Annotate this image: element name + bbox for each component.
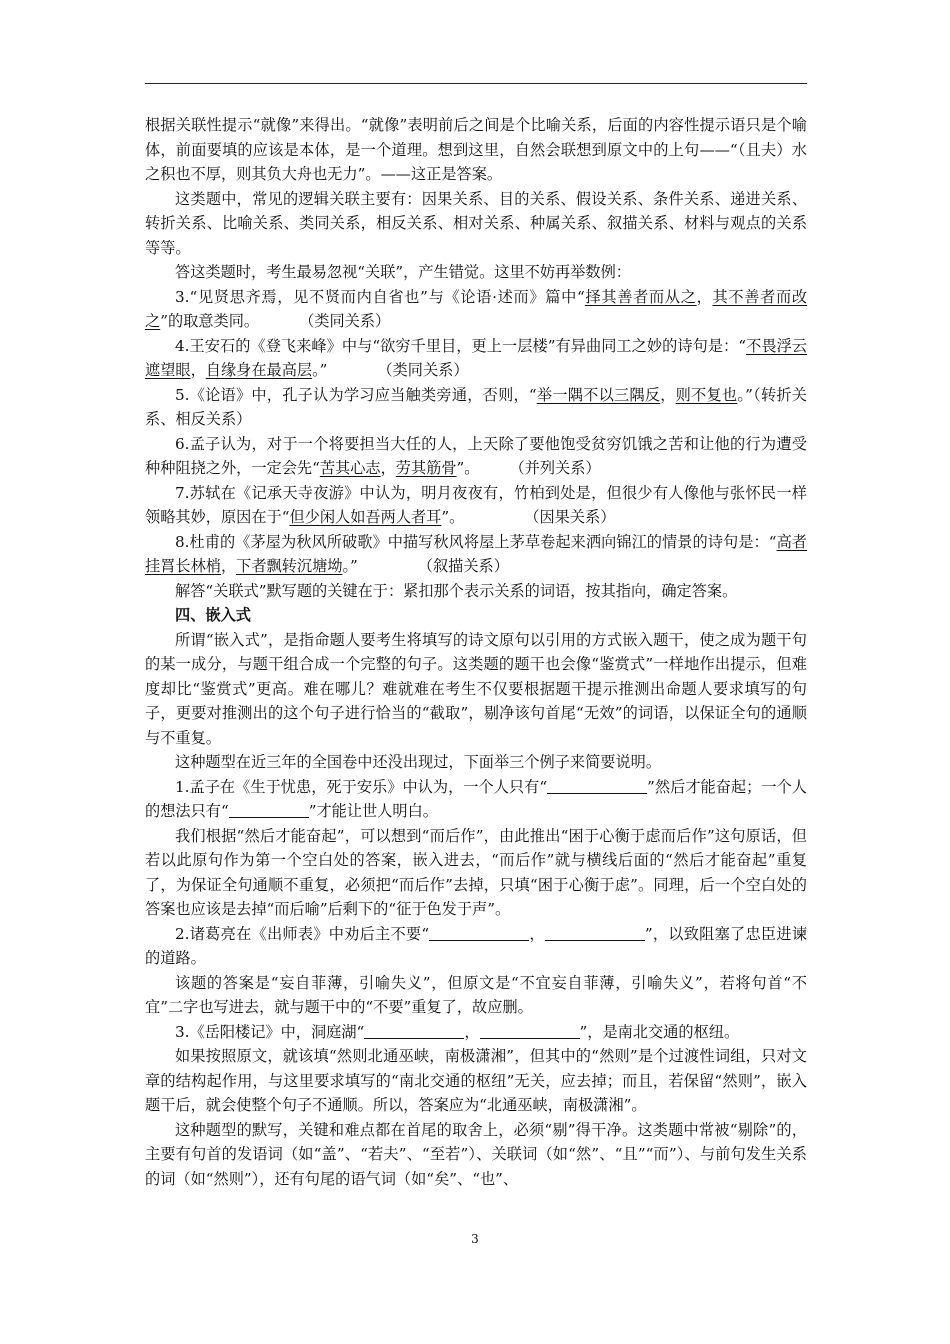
paragraph: [145, 824, 807, 922]
text-run: 这种题型在近三年的全国卷中还没出现过，下面举三个例子来简要说明。: [175, 753, 661, 771]
paragraph: [145, 775, 807, 824]
paragraph: [145, 1020, 807, 1045]
paragraph: [145, 971, 807, 1020]
text-run: 2.诸葛亮在《出师表》中劝后主不要“: [175, 924, 430, 943]
paragraph: [145, 481, 807, 530]
text-run: 答这类题时，考生最易忽视“关联”，产生错觉。这里不妨再举数例：: [175, 263, 631, 281]
underlined-answer: 劳其筋骨: [395, 459, 457, 477]
text-run: 1.孟子在《生于忧患，死于安乐》中认为，一个人只有“: [175, 777, 548, 796]
paragraph: [145, 1118, 807, 1192]
paragraph: [145, 285, 807, 334]
text-run: ”的取意类同。: [160, 312, 260, 330]
paragraph: [145, 383, 807, 432]
text-run: （类同关系）: [377, 361, 469, 379]
text-run: 这种题型的默写，关键和难点都在首尾的取舍上，必须“剔”得干净。这类题中常被“剔除”的，主要有句首的发语词（如“盖”、“若夫”、“至若”）、关联词（如“然”、“且”“而”）、与前句发生关系的词（如“然则”），还有句尾的语气词（如“矣”、“也”、: [145, 1120, 807, 1188]
text-run: 解答“关联式”默写题的关键在于：紧扣那个表示关系的词语，按其指向，确定答案。: [175, 581, 738, 600]
text-run: 该题的答案是“妄自菲薄，引喻失义”，但原文是“不宜妄自菲薄，引喻失义”，若将句首“不宜”二字也写进去，就与题干中的“不要”重复了，故应删。: [145, 973, 807, 1016]
text-run: ，: [529, 924, 545, 943]
underlined-answer: 但少闲人如吾两人者耳: [289, 508, 442, 526]
text-run: ”才能让世人明白。: [308, 802, 438, 820]
underlined-answer: 自缘身在最高层: [205, 361, 313, 379]
text-run: 如果按照原文，就该填“然则北通巫峡，南极潇湘”，但其中的“然则”是个过渡性词组，只对文章的结构起作用，与这里要求填写的“南北交通的枢纽”无关，应去掉；而且，若保留“然则”，嵌入题干后，就会使整个句子不通顺。所以，答案应为“北通巫峡，南极潇湘”。: [145, 1047, 807, 1114]
fill-blank: [364, 1023, 464, 1039]
text-run: 四、嵌入式: [175, 606, 251, 624]
text-run: 7.苏轼在《记承天寺夜游》中认为，明月夜夜有，竹柏到处是，但很少有人像他与张怀民一样领略其妙，原因在于“: [145, 483, 807, 526]
text-run: （叙描关系）: [417, 557, 509, 575]
section-heading: [145, 603, 807, 628]
text-run: （并列关系）: [509, 459, 601, 477]
text-run: 6.孟子认为，对于一个将要担当大任的人，上天除了要他饱受贫穷饥饿之苦和让他的行为遭受种种阻挠之外，一定会先“: [145, 434, 807, 477]
fill-blank: [429, 925, 529, 941]
text-run: （因果关系）: [524, 508, 616, 526]
text-run: （类同关系）: [299, 312, 391, 330]
document-body: [145, 113, 807, 1191]
text-run: 。”: [342, 557, 358, 575]
page-number: 3: [471, 1232, 479, 1246]
paragraph: [145, 113, 807, 187]
underlined-answer: 下者飘转沉塘坳: [236, 557, 343, 575]
fill-blank: [545, 925, 645, 941]
underlined-answer: 择其善者而从之: [584, 287, 697, 306]
text-run: ”，以致阻塞了忠臣进谏的道路。: [145, 924, 808, 967]
paragraph: [145, 432, 807, 481]
paragraph: [145, 260, 807, 285]
text-run: ”。: [456, 459, 480, 477]
text-run: 。”（转折关系、相反关系）: [145, 385, 807, 428]
text-run: 3.“见贤思齐焉，见不贤而内自省也”与《论语·述而》篇中“: [175, 287, 585, 306]
underlined-answer: 举一隅不以三隅反: [536, 385, 661, 404]
underlined-answer: 则不复也: [675, 385, 738, 404]
text-run: 5.《论语》中，孔子认为学习应当触类旁通，否则，“: [175, 385, 537, 404]
text-run: ”。: [441, 508, 465, 526]
text-run: 4.王安石的《登飞来峰》中与“欲穷千里目，更上一层楼”有异曲同工之妙的诗句是：“: [175, 336, 747, 355]
paragraph: [145, 750, 807, 775]
text-run: ”然后才能奋起；一个人的想法只有“: [145, 777, 807, 820]
paragraph: [145, 922, 807, 971]
text-run: 3.《岳阳楼记》中，洞庭湖“: [175, 1022, 365, 1041]
text-run: 所谓“嵌入式”，是指命题人要考生将填写的诗文原句以引用的方式嵌入题干，使之成为题干句的某一成分，与题干组合成一个完整的句子。这类题的题干也会像“鉴赏式”一样地作出提示，但难度却比“鉴赏式”更高。难在哪儿？难就难在考生不仅要根据题干提示推测出命题人要求填写的句子，更要对推测出的这个句子进行恰当的“截取”，剔净该句首尾“无效”的词语，以保证全句的通顺与不重复。: [145, 630, 807, 747]
paragraph: [145, 1044, 807, 1118]
paragraph: [145, 334, 807, 383]
text-run: ，: [220, 557, 237, 575]
text-run: 根据关联性提示“就像”来得出。“就像”表明前后之间是个比喻关系，后面的内容性提示语只是个喻体，前面要填的应该是本体，是一个道理。想到这里，自然会联想到原文中的上句——“（且夫）水之积也不厚，则其负大舟也无力”。——这正是答案。: [145, 116, 807, 183]
paragraph: [145, 187, 807, 261]
text-run: ，: [660, 385, 676, 404]
fill-blank: [229, 802, 309, 818]
underlined-answer: 苦其心志: [319, 459, 381, 477]
text-run: 。”: [312, 361, 328, 379]
underlined-answer: 不畏浮云遮望眼: [145, 336, 807, 379]
text-run: ，: [380, 459, 396, 477]
text-run: ，: [190, 361, 206, 379]
text-run: ，: [696, 287, 713, 306]
text-run: ”，是南北交通的枢纽。: [579, 1022, 740, 1041]
text-run: 这类题中，常见的逻辑关联主要有：因果关系、目的关系、假设关系、条件关系、递进关系、转折关系、比喻关系、类同关系，相反关系、相对关系、种属关系、叙描关系、材料与观点的关系等等。: [145, 189, 807, 257]
text-run: ，: [464, 1022, 480, 1041]
paragraph: [145, 628, 807, 751]
paragraph: [145, 530, 807, 579]
fill-blank: [547, 778, 647, 794]
underlined-answer: 高者挂罥长林梢: [145, 532, 807, 575]
text-run: 8.杜甫的《茅屋为秋风所破歌》中描写秋风将屋上茅草卷起来洒向锦江的情景的诗句是：“: [175, 532, 777, 551]
header-rule: [145, 83, 807, 84]
fill-blank: [480, 1023, 580, 1039]
paragraph: [145, 579, 807, 604]
underlined-answer: 其不善者而改之: [145, 287, 808, 330]
text-run: 我们根据“然后才能奋起”，可以想到“而后作”，由此推出“困于心衡于虑而后作”这句原话，但若以此原句作为第一个空白处的答案，嵌入进去，“而后作”就与横线后面的“然后才能奋起”重复了，为保证全句通顺不重复，必须把“而后作”去掉，只填“困于心衡于虑”。同理，后一个空白处的答案也应该是去掉“而后喻”后剩下的“征于色发于声”。: [145, 826, 807, 918]
